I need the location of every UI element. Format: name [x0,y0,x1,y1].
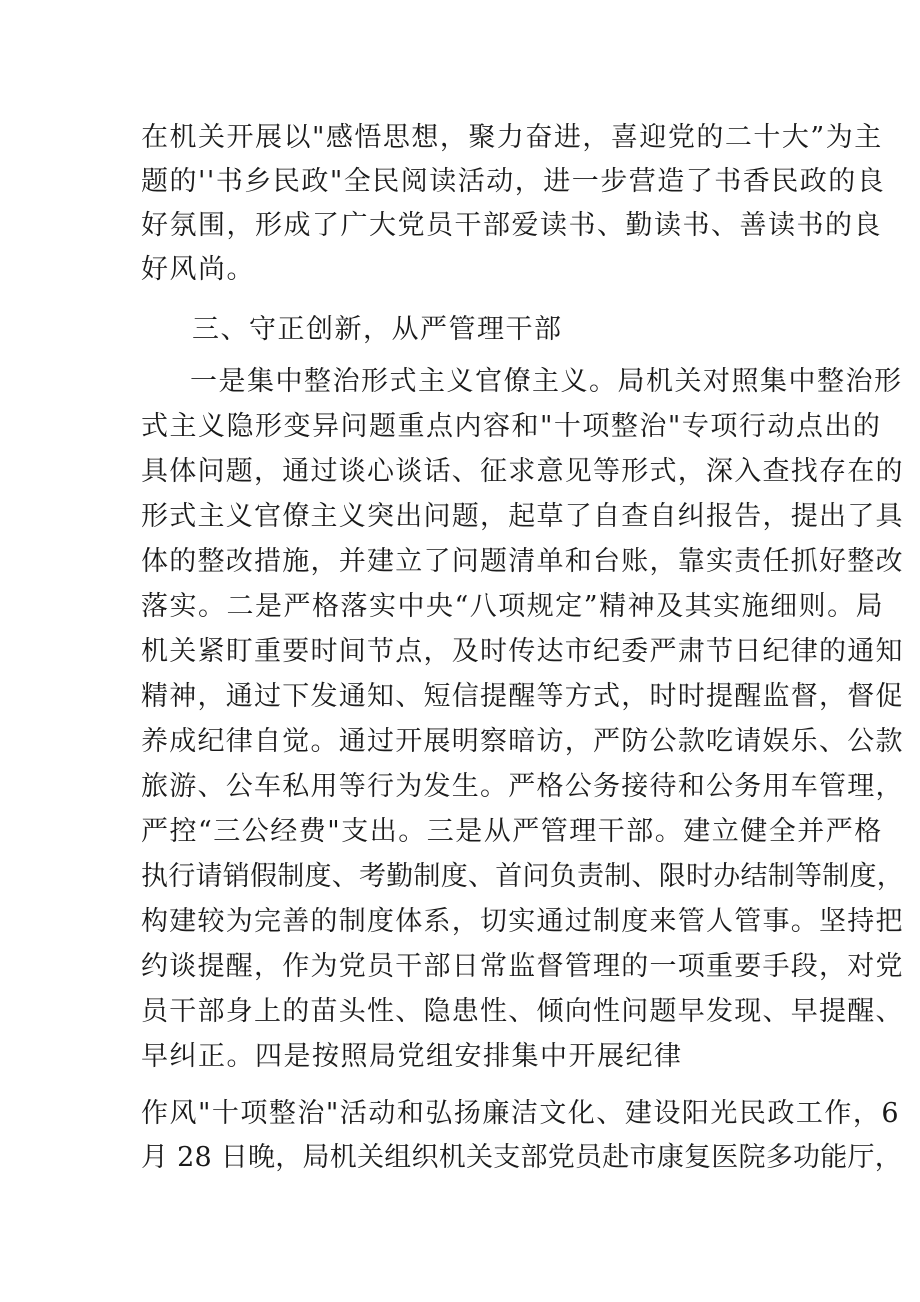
paragraph-2-line-5: 体的整改措施，并建立了问题清单和台账，靠实责任抓好整改 [141,546,904,577]
paragraph-2-line-6: 落实。二是严格落实中央“八项规定”精神及其实施细则。局 [141,591,885,622]
paragraph-2-line-10: 旅游、公车私用等行为发生。严格公务接待和公务用车管理， [141,771,904,802]
paragraph-2-line-8: 精神，通过下发通知、短信提醒等方式，时时提醒监督，督促 [141,681,904,712]
paragraph-2-line-1: 一是集中整治形式主义官僚主义。局机关对照集中整治形 [190,366,903,397]
paragraph-2-line-2: 式主义隐形变异问题重点内容和"十项整治"专项行动点出的 [141,411,882,442]
paragraph-1-line-1: 在机关开展以"感悟思想，聚力奋进，喜迎党的二十大”为主 [141,122,883,153]
paragraph-2-line-12: 执行请销假制度、考勤制度、首问负责制、限时办结制等制度， [141,861,904,892]
paragraph-2-line-7: 机关紧盯重要时间节点，及时传达市纪委严肃节日纪律的通知 [141,636,904,667]
paragraph-2-line-3: 具体问题，通过谈心谈话、征求意见等形式，深入查找存在的 [141,456,904,487]
paragraph-1-line-4: 好风尚。 [141,254,255,285]
section-heading: 三、守正创新，从严管理干部 [192,314,563,345]
paragraph-2-line-9: 养成纪律自觉。通过开展明察暗访，严防公款吃请娱乐、公款 [141,726,904,757]
paragraph-1-line-2: 题的''书乡民政"全民阅读活动，进一步营造了书香民政的良 [141,166,886,197]
paragraph-1-line-3: 好氛围，形成了广大党员干部爱读书、勤读书、善读书的良 [141,210,882,241]
paragraph-3-line-2: 月 28 日晚，局机关组织机关支部党员赴市康复医院多功能厅， [141,1142,903,1173]
paragraph-2-line-16: 早纠正。四是按照局党组安排集中开展纪律 [141,1041,683,1072]
paragraph-2-line-14: 约谈提醒，作为党员干部日常监督管理的一项重要手段，对党 [141,951,904,982]
paragraph-2-line-4: 形式主义官僚主义突出问题，起草了自查自纠报告，提出了具 [141,501,904,532]
paragraph-2-line-15: 员干部身上的苗头性、隐患性、倾向性问题早发现、早提醒、 [141,996,904,1027]
paragraph-3-line-1: 作风"十项整治"活动和弘扬廉洁文化、建设阳光民政工作，6 [141,1098,901,1129]
paragraph-2-line-11: 严控“三公经费"支出。三是从严管理干部。建立健全并严格 [141,816,883,847]
paragraph-2-line-13: 构建较为完善的制度体系，切实通过制度来管人管事。坚持把 [141,906,904,937]
